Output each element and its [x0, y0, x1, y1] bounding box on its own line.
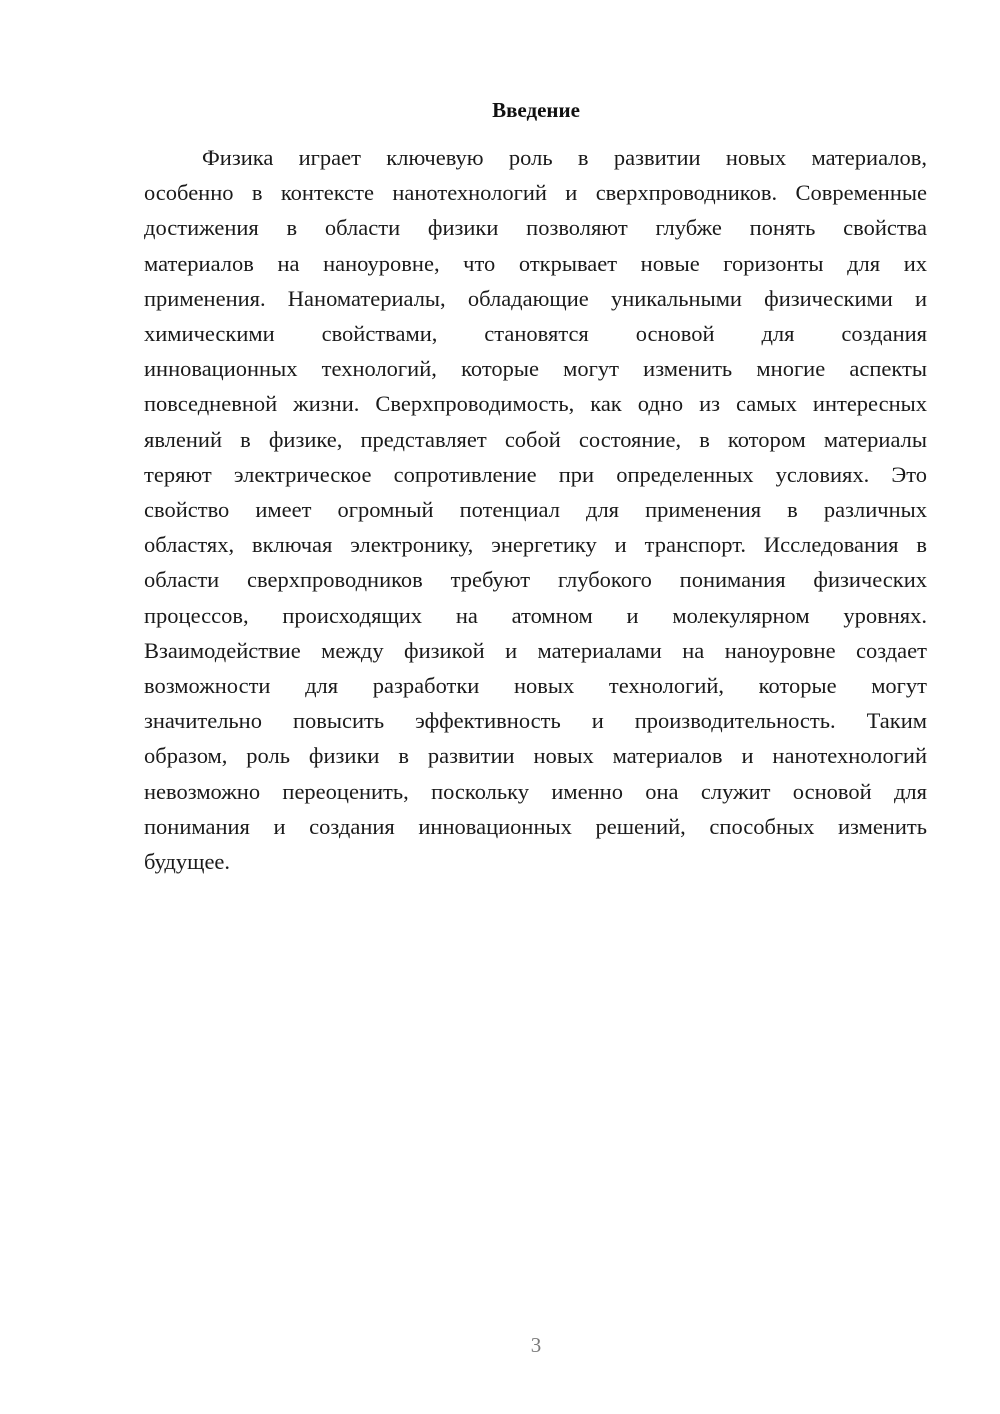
- paragraph-line: повседневной жизни. Сверхпроводимость, как одно из самых интересных: [144, 391, 927, 417]
- paragraph-line: применения. Наноматериалы, обладающие уникальными физическими и: [144, 285, 927, 311]
- page-number: 3: [530, 1333, 542, 1357]
- intro-paragraph: [144, 140, 927, 879]
- paragraph-line: материалов на наноуровне, что открывает новые горизонты для их: [144, 250, 927, 276]
- paragraph-line: значительно повысить эффективность и производительность. Таким: [144, 708, 927, 734]
- body-text: [144, 140, 927, 879]
- paragraph-line: понимания и создания инновационных решений, способных изменить: [144, 813, 927, 839]
- paragraph-line: особенно в контексте нанотехнологий и сверхпроводников. Современные: [144, 180, 927, 206]
- paragraph-line: возможности для разработки новых технологий, которые могут: [144, 673, 927, 699]
- paragraph-line: химическими свойствами, становятся основой для создания: [144, 321, 927, 347]
- paragraph-line: инновационных технологий, которые могут изменить многие аспекты: [144, 356, 927, 382]
- paragraph-line: области сверхпроводников требуют глубокого понимания физических: [144, 567, 927, 593]
- paragraph-line: процессов, происходящих на атомном и молекулярном уровнях.: [144, 602, 927, 628]
- paragraph-line: будущее.: [144, 849, 231, 875]
- paragraph-line: достижения в области физики позволяют глубже понять свойства: [144, 215, 927, 241]
- paragraph-line: теряют электрическое сопротивление при определенных условиях. Это: [144, 461, 927, 487]
- paragraph-line: областях, включая электронику, энергетику и транспорт. Исследования в: [144, 532, 927, 558]
- section-heading: Введение: [492, 98, 580, 122]
- paragraph-line: свойство имеет огромный потенциал для применения в различных: [144, 497, 927, 523]
- paragraph-line: явлений в физике, представляет собой состояние, в котором материалы: [144, 426, 927, 452]
- paragraph-line: образом, роль физики в развитии новых материалов и нанотехнологий: [144, 743, 927, 769]
- paragraph-line: невозможно переоценить, поскольку именно она служит основой для: [144, 778, 927, 804]
- paragraph-line: Физика играет ключевую роль в развитии новых материалов,: [202, 145, 927, 170]
- paragraph-line: Взаимодействие между физикой и материалами на наноуровне создает: [144, 637, 927, 663]
